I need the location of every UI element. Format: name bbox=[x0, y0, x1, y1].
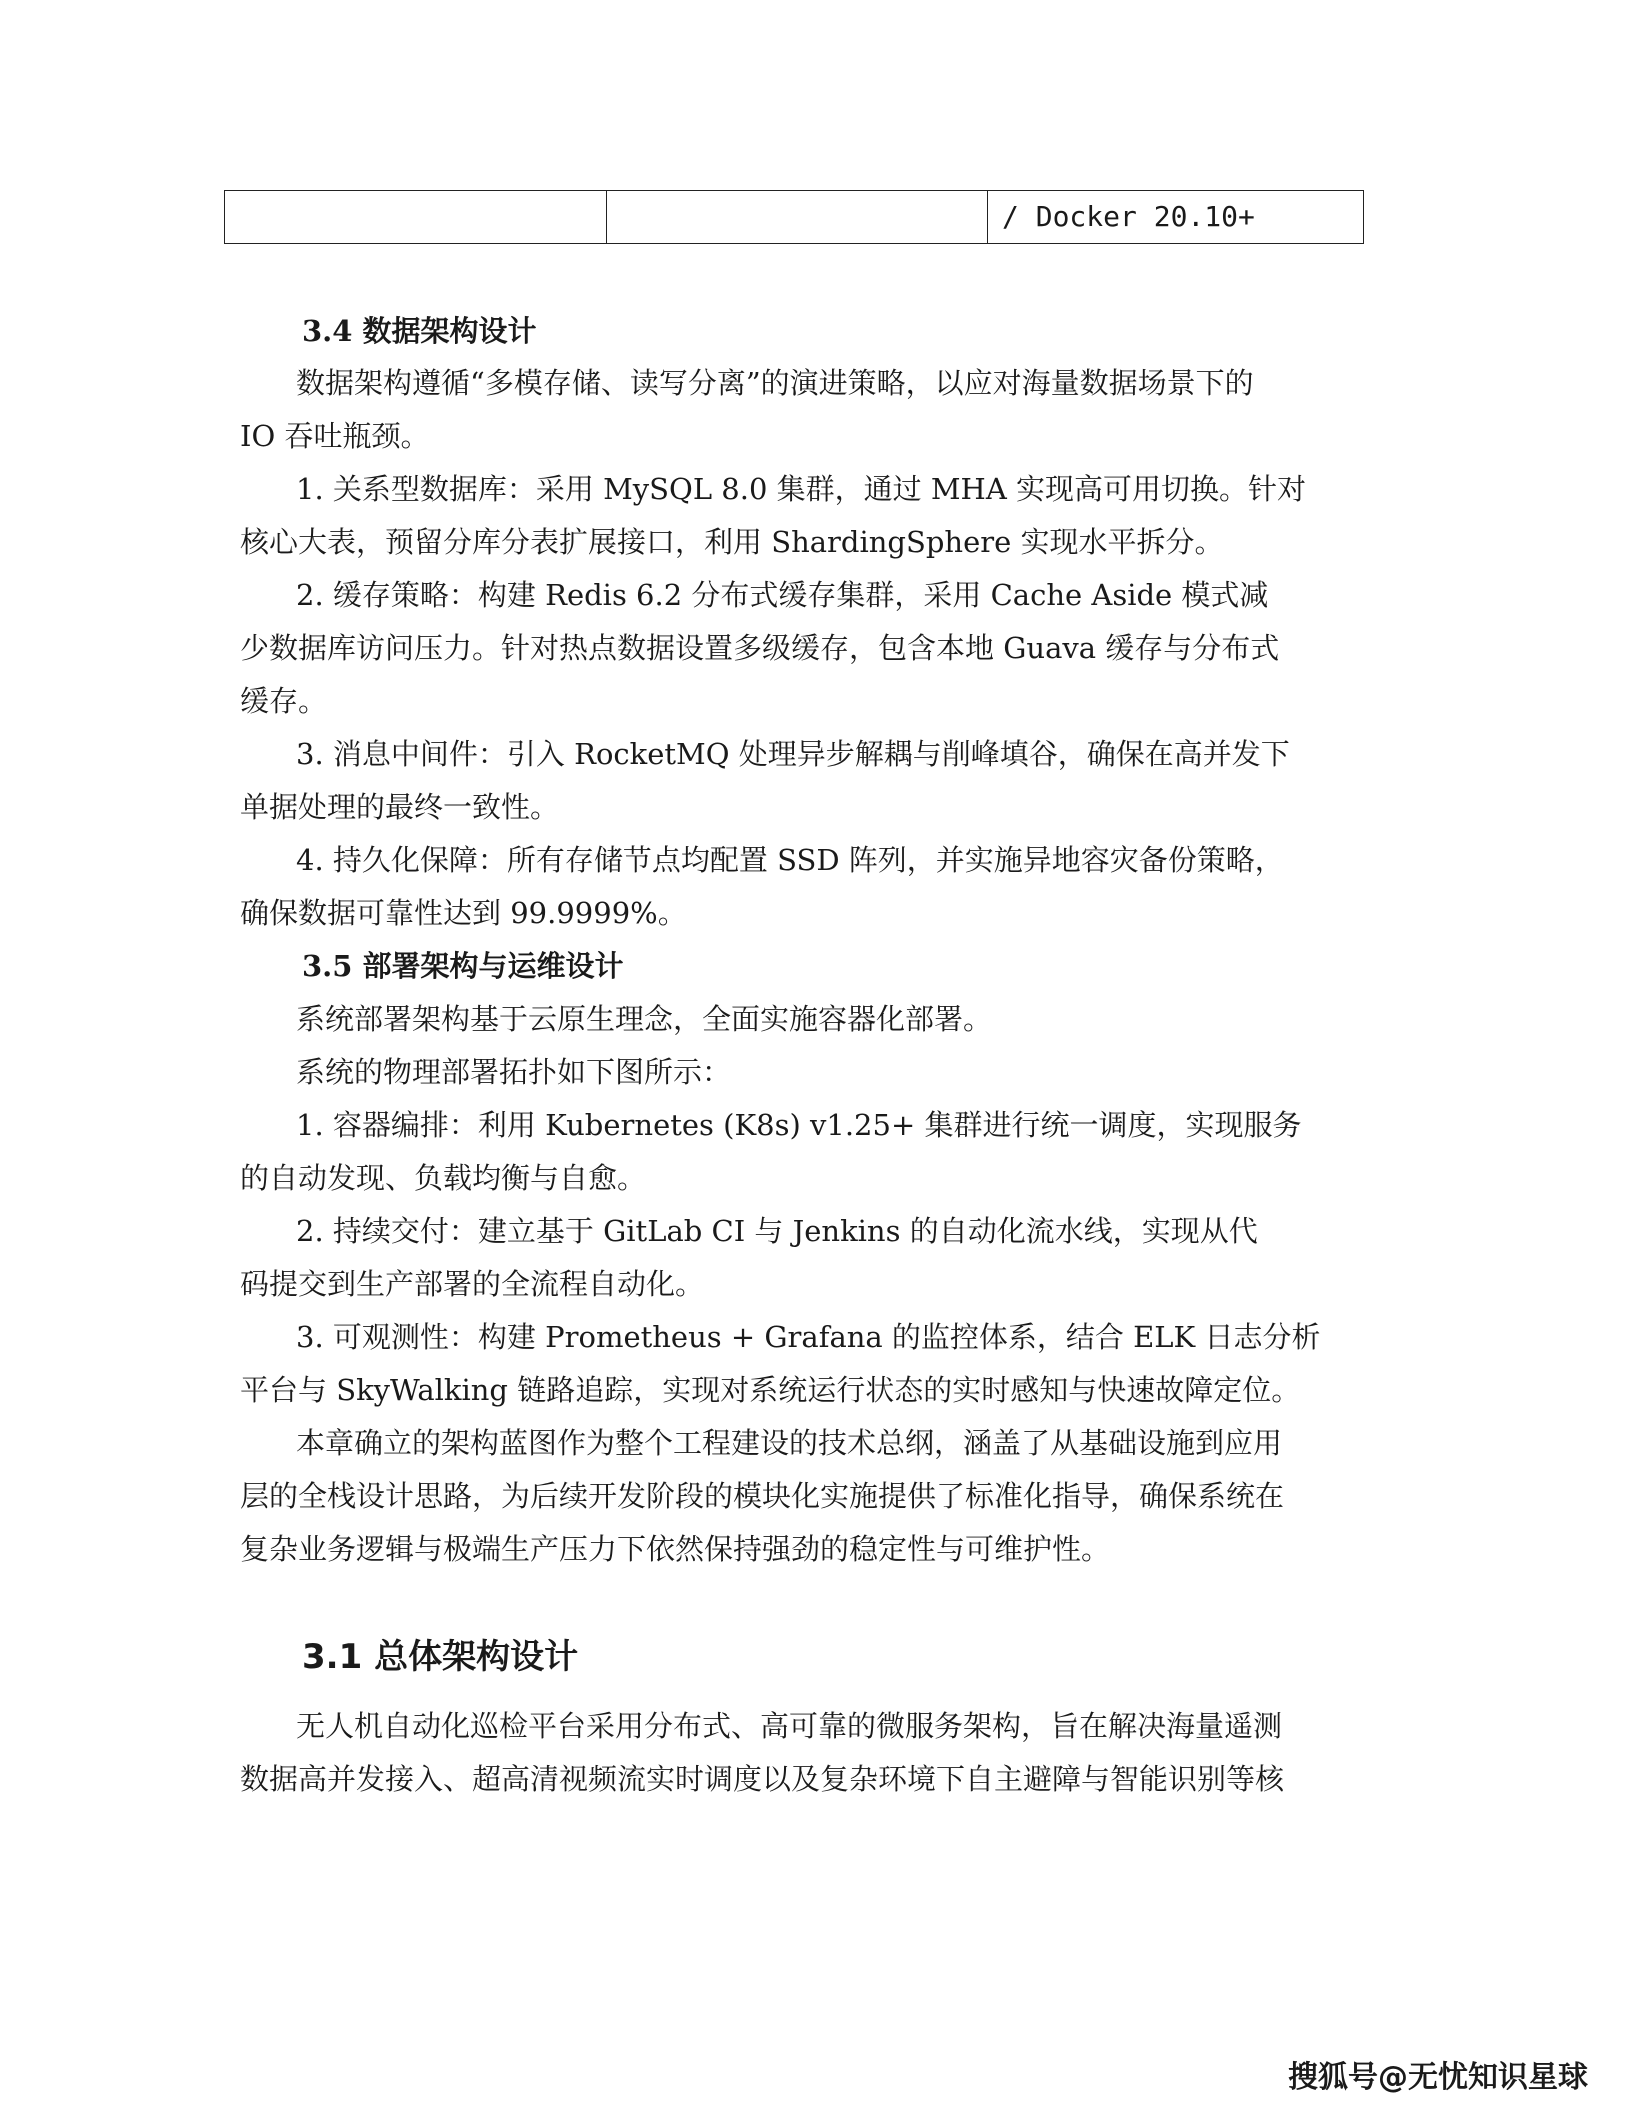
table-fragment-row bbox=[224, 190, 1364, 244]
paragraph-line: 3. 可观测性：构建 Prometheus + Grafana 的监控体系，结合 ELK 日志分析 bbox=[296, 1320, 1321, 1354]
paragraph-line: 层的全栈设计思路，为后续开发阶段的模块化实施提供了标准化指导，确保系统在 bbox=[240, 1479, 1285, 1513]
paragraph-line: 数据架构遵循“多模存储、读写分离”的演进策略，以应对海量数据场景下的 bbox=[296, 366, 1254, 400]
paragraph-line: 2. 持续交付：建立基于 GitLab CI 与 Jenkins 的自动化流水线，实现从代 bbox=[296, 1214, 1258, 1248]
paragraph-line: 平台与 SkyWalking 链路追踪，实现对系统运行状态的实时感知与快速故障定位。 bbox=[240, 1373, 1301, 1407]
watermark: 搜狐号@无忧知识星球 bbox=[1288, 2060, 1588, 2095]
section-heading: 3.4 数据架构设计 bbox=[302, 314, 537, 348]
section-heading: 3.5 部署架构与运维设计 bbox=[302, 949, 624, 983]
section-heading: 3.1 总体架构设计 bbox=[302, 1637, 579, 1677]
paragraph-line: 3. 消息中间件：引入 RocketMQ 处理异步解耦与削峰填谷，确保在高并发下 bbox=[296, 737, 1290, 771]
paragraph-line: 系统的物理部署拓扑如下图所示： bbox=[296, 1055, 732, 1089]
paragraph-line: 单据处理的最终一致性。 bbox=[240, 790, 560, 824]
paragraph-line: 系统部署架构基于云原生理念，全面实施容器化部署。 bbox=[296, 1002, 993, 1036]
table-cell bbox=[225, 191, 607, 243]
paragraph-line: 的自动发现、负载均衡与自愈。 bbox=[240, 1161, 647, 1195]
paragraph-line: 确保数据可靠性达到 99.9999%。 bbox=[240, 896, 687, 930]
paragraph-line: 数据高并发接入、超高清视频流实时调度以及复杂环境下自主避障与智能识别等核 bbox=[240, 1762, 1285, 1796]
paragraph-line: 无人机自动化巡检平台采用分布式、高可靠的微服务架构，旨在解决海量遥测 bbox=[296, 1709, 1283, 1743]
paragraph-line: 4. 持久化保障：所有存储节点均配置 SSD 阵列，并实施异地容灾备份策略， bbox=[296, 843, 1284, 877]
paragraph-line: IO 吞吐瓶颈。 bbox=[240, 419, 430, 453]
paragraph-line: 1. 关系型数据库：采用 MySQL 8.0 集群，通过 MHA 实现高可用切换。针对 bbox=[296, 472, 1307, 506]
paragraph-line: 复杂业务逻辑与极端生产压力下依然保持强劲的稳定性与可维护性。 bbox=[240, 1532, 1111, 1566]
paragraph-line: 码提交到生产部署的全流程自动化。 bbox=[240, 1267, 705, 1301]
paragraph-line: 1. 容器编排：利用 Kubernetes (K8s) v1.25+ 集群进行统一调度，实现服务 bbox=[296, 1108, 1302, 1142]
table-cell bbox=[607, 191, 988, 243]
paragraph-line: 核心大表，预留分库分表扩展接口，利用 ShardingSphere 实现水平拆分。 bbox=[240, 525, 1224, 559]
paragraph-line: 少数据库访问压力。针对热点数据设置多级缓存，包含本地 Guava 缓存与分布式 bbox=[240, 631, 1280, 665]
paragraph-line: 缓存。 bbox=[240, 684, 328, 718]
table-cell: / Docker 20.10+ bbox=[1002, 200, 1255, 233]
paragraph-line: 本章确立的架构蓝图作为整个工程建设的技术总纲，涵盖了从基础设施到应用 bbox=[296, 1426, 1283, 1460]
paragraph-line: 2. 缓存策略：构建 Redis 6.2 分布式缓存集群，采用 Cache Aside 模式减 bbox=[296, 578, 1269, 612]
